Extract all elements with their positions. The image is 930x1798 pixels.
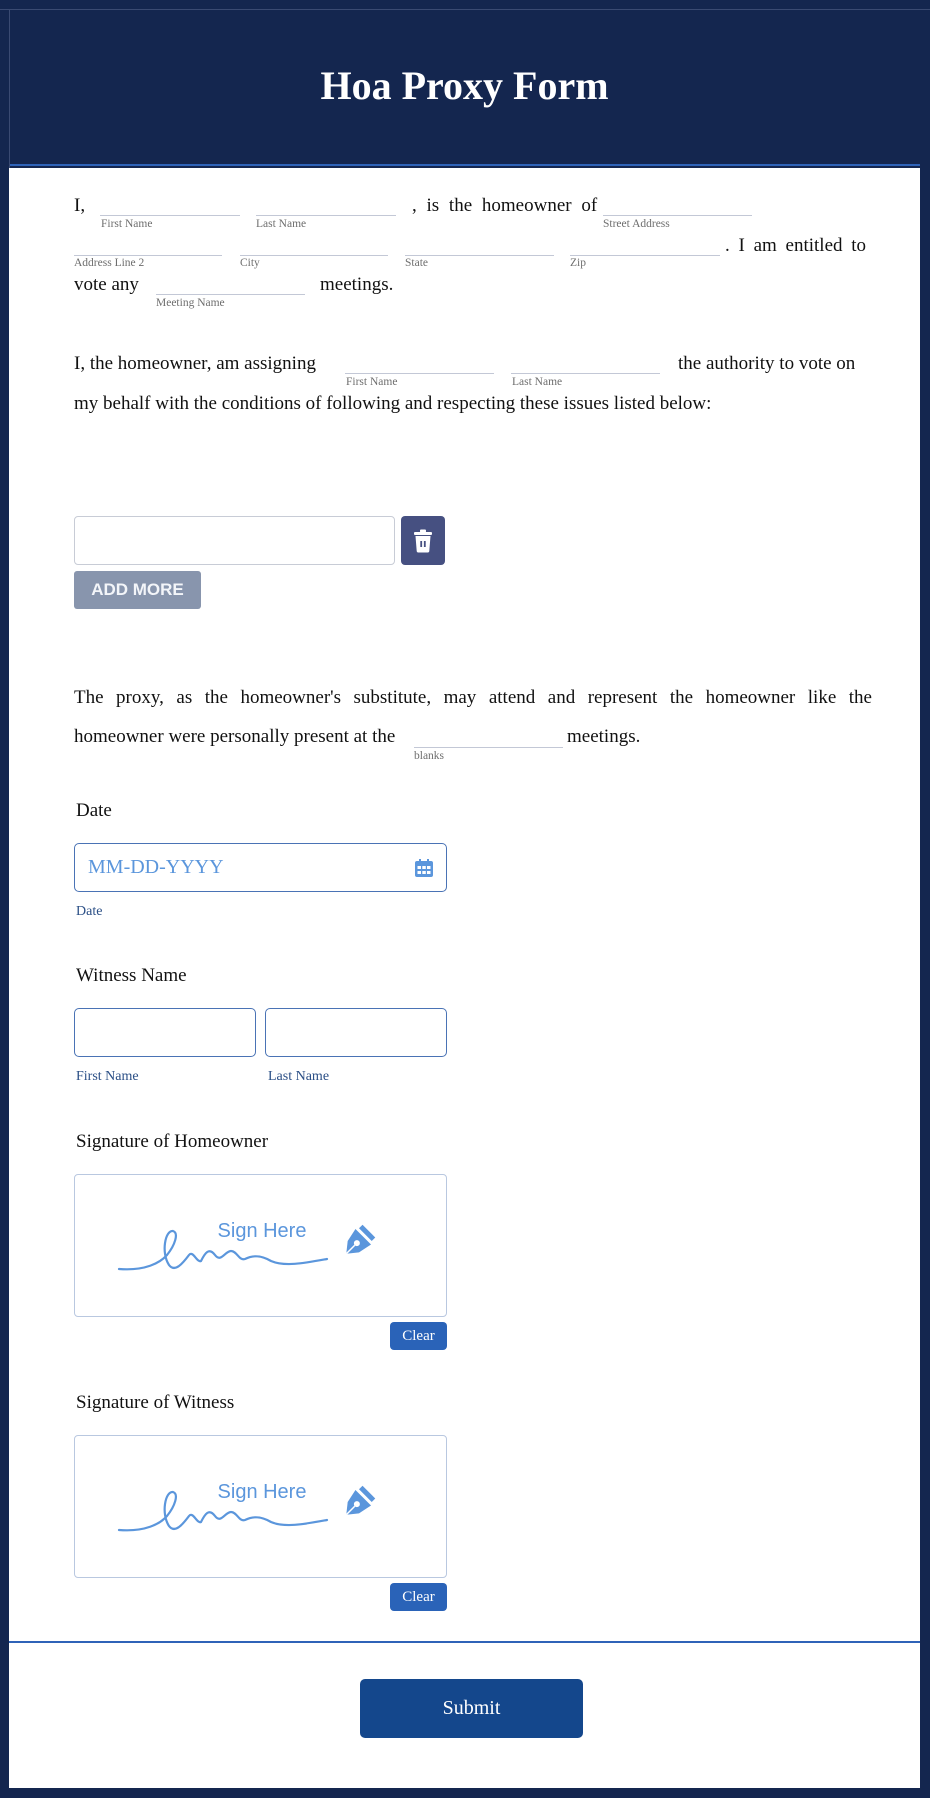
text-authority: the authority to vote on — [678, 353, 856, 374]
proxy-last-name-label: Last Name — [512, 376, 563, 388]
footer-divider — [9, 1641, 920, 1643]
street-address-label: Street Address — [603, 218, 670, 230]
text-vote-any: vote any — [74, 274, 139, 295]
street-address-input[interactable] — [603, 196, 752, 216]
witness-first-name-sublabel: First Name — [76, 1069, 139, 1084]
proxy-first-name-label: First Name — [346, 376, 398, 388]
trash-icon — [413, 529, 433, 553]
blanks-input[interactable] — [414, 728, 563, 748]
date-sublabel: Date — [76, 904, 103, 919]
delete-issue-button[interactable] — [401, 516, 445, 565]
form-body — [9, 168, 920, 1788]
date-input[interactable] — [74, 843, 447, 892]
text-is-homeowner-of: , is the homeowner of — [412, 195, 598, 216]
svg-text:Sign Here: Sign Here — [217, 1220, 307, 1242]
sign-here-illustration-icon — [75, 1175, 446, 1316]
text-meetings: meetings. — [320, 274, 394, 295]
owner-first-name-label: First Name — [101, 218, 153, 230]
city-label: City — [240, 257, 260, 269]
blanks-label: blanks — [414, 750, 445, 762]
text-i: I, — [74, 195, 86, 216]
issue-input[interactable] — [74, 516, 395, 565]
text-entitled: . I am entitled to — [725, 235, 867, 256]
owner-first-name-input[interactable] — [100, 196, 240, 216]
sign-here-illustration-icon — [75, 1436, 446, 1577]
homeowner-signature-clear-button[interactable]: Clear — [390, 1322, 447, 1350]
witness-last-name-input[interactable] — [265, 1008, 447, 1057]
address-line2-input[interactable] — [74, 236, 222, 256]
date-label: Date — [76, 800, 112, 821]
witness-signature-clear-button[interactable]: Clear — [390, 1583, 447, 1611]
witness-first-name-input[interactable] — [74, 1008, 256, 1057]
owner-last-name-label: Last Name — [256, 218, 307, 230]
text-assigning: I, the homeowner, am assigning — [74, 353, 316, 374]
text-behalf: my behalf with the conditions of following and respecting these issues listed below: — [74, 393, 712, 414]
meeting-name-label: Meeting Name — [156, 297, 225, 309]
proxy-first-name-input[interactable] — [345, 354, 494, 374]
text-proxy-substitute: The proxy, as the homeowner's substitute, may attend and represent the homeowner like the — [74, 687, 872, 708]
homeowner-signature-pad[interactable] — [74, 1174, 447, 1317]
add-more-button[interactable]: ADD MORE — [74, 571, 201, 609]
state-label: State — [405, 257, 428, 269]
text-personally-present: homeowner were personally present at the — [74, 726, 396, 747]
zip-input[interactable] — [570, 236, 720, 256]
state-input[interactable] — [405, 236, 554, 256]
owner-last-name-input[interactable] — [256, 196, 396, 216]
submit-button[interactable]: Submit — [360, 1679, 583, 1738]
witness-last-name-sublabel: Last Name — [268, 1069, 330, 1084]
proxy-last-name-input[interactable] — [511, 354, 660, 374]
meeting-name-input[interactable] — [156, 275, 305, 295]
zip-label: Zip — [570, 257, 586, 269]
homeowner-signature-label: Signature of Homeowner — [76, 1131, 269, 1152]
form-title: Hoa Proxy Form — [320, 62, 609, 108]
svg-text:Sign Here: Sign Here — [217, 1481, 307, 1503]
address-line2-label: Address Line 2 — [74, 257, 145, 269]
witness-signature-label: Signature of Witness — [76, 1392, 235, 1413]
city-input[interactable] — [240, 236, 388, 256]
calendar-icon[interactable] — [415, 859, 433, 877]
witness-name-label: Witness Name — [76, 965, 187, 986]
text-meetings-end: meetings. — [567, 726, 641, 747]
witness-signature-pad[interactable] — [74, 1435, 447, 1578]
form-header — [9, 10, 920, 166]
date-placeholder: MM-DD-YYYY — [88, 856, 224, 878]
